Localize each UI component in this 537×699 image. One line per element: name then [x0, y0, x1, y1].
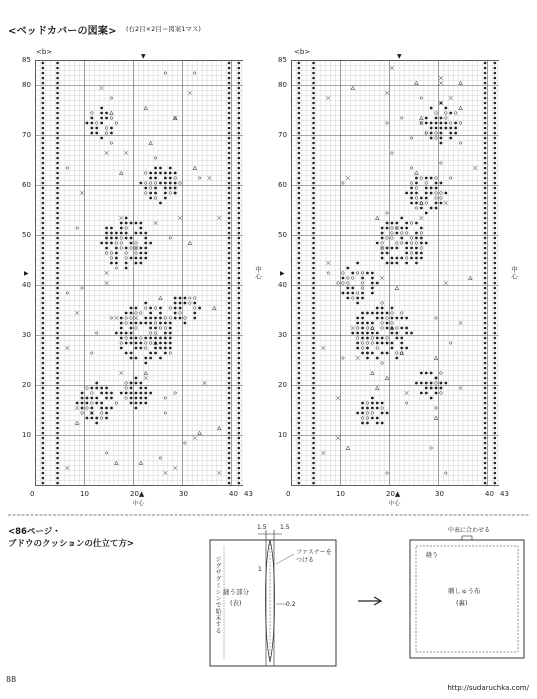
fabric-label: 縫う部分 [223, 588, 249, 596]
dim-side-label: 1 [258, 566, 262, 573]
y-tick-label: 40 [278, 281, 287, 289]
dim-b-label: 1.5 [280, 524, 290, 531]
sew-label: 縫う [426, 552, 439, 559]
y-tick-label: 70 [278, 131, 287, 139]
chart-right-x-tick-20: 20▲ [386, 490, 401, 498]
chart-left-x-tick-40: 40 [229, 490, 238, 498]
y-tick-label: 50 [278, 231, 287, 239]
y-tick-label: 50 [22, 231, 31, 239]
chart-left-x-tick-0: 0 [30, 490, 35, 498]
y-tick-label: 60 [22, 181, 31, 189]
chart-right-top-label: <b> [294, 48, 311, 56]
chart-left-center-marker: ▶ [24, 270, 29, 277]
y-tick-label: 80 [278, 81, 287, 89]
chart-left-x-tick-30: 30 [179, 490, 188, 498]
align-label: 中表に合わせる [448, 527, 491, 534]
dim-a-label: 1.5 [257, 524, 267, 531]
chart-left-x-tick-10: 10 [80, 490, 89, 498]
section-title [8, 526, 178, 550]
y-tick-label: 20 [278, 381, 287, 389]
fabric-sub-label: (表) [230, 599, 242, 607]
assembly-diagram-right [406, 532, 530, 664]
y-tick-label: 30 [278, 331, 287, 339]
y-tick-label: 10 [22, 431, 31, 439]
arrow-right-icon [356, 596, 386, 606]
y-tick-label: 70 [22, 131, 31, 139]
embroidery-sub-label: (裏) [456, 599, 468, 607]
y-tick-label: 80 [22, 81, 31, 89]
chart-right-x-tick-30: 30 [435, 490, 444, 498]
chart-left-x-tick-43: 43 [244, 490, 253, 498]
chart-right-x-tick-10: 10 [336, 490, 345, 498]
zigzag-label: ジグザグミシンで始末する [214, 556, 221, 634]
chart-right-top-marker: ▼ [397, 53, 402, 60]
chart-left-top-label: <b> [36, 48, 53, 56]
zipper-label: ファスナーを つける [296, 549, 332, 564]
chart-left-grid [35, 60, 243, 488]
section-divider [0, 514, 537, 518]
y-tick-label: 40 [22, 281, 31, 289]
assembly-diagram-left [200, 524, 350, 674]
embroidery-label: 刺しゅう布 [448, 587, 481, 595]
page-subtitle: (右2目×2目＝図案1マス) [126, 25, 201, 33]
y-tick-label: 10 [278, 431, 287, 439]
y-tick-label: 20 [22, 381, 31, 389]
chart-right-center-bottom: 中心 [389, 501, 401, 507]
page-number: 88 [6, 675, 17, 684]
chart-left-center-side: 中心 [254, 266, 262, 280]
chart-right-center-side: 中心 [510, 266, 518, 280]
page-title: <ベッドカバーの図案> [8, 26, 117, 37]
watermark-link[interactable]: http://sudaruchka.com/ [447, 684, 529, 692]
dim-small-label: 0.2 [286, 601, 296, 608]
y-tick-label: 85 [22, 56, 31, 64]
y-tick-label: 60 [278, 181, 287, 189]
section-title-line2: ブドウのクッションの仕立て方> [8, 539, 134, 549]
chart-right-x-tick-0: 0 [286, 490, 291, 498]
chart-left-x-tick-20: 20▲ [130, 490, 145, 498]
chart-right-x-tick-40: 40 [485, 490, 494, 498]
chart-right-x-tick-43: 43 [500, 490, 509, 498]
y-tick-label: 85 [278, 56, 287, 64]
y-tick-label: 30 [22, 331, 31, 339]
chart-left-top-marker: ▼ [141, 53, 146, 60]
section-title-line1: <86ページ・ [8, 527, 61, 537]
chart-right-center-marker: ▶ [280, 270, 285, 277]
chart-left-center-bottom: 中心 [133, 501, 145, 507]
chart-right-grid [291, 60, 499, 488]
